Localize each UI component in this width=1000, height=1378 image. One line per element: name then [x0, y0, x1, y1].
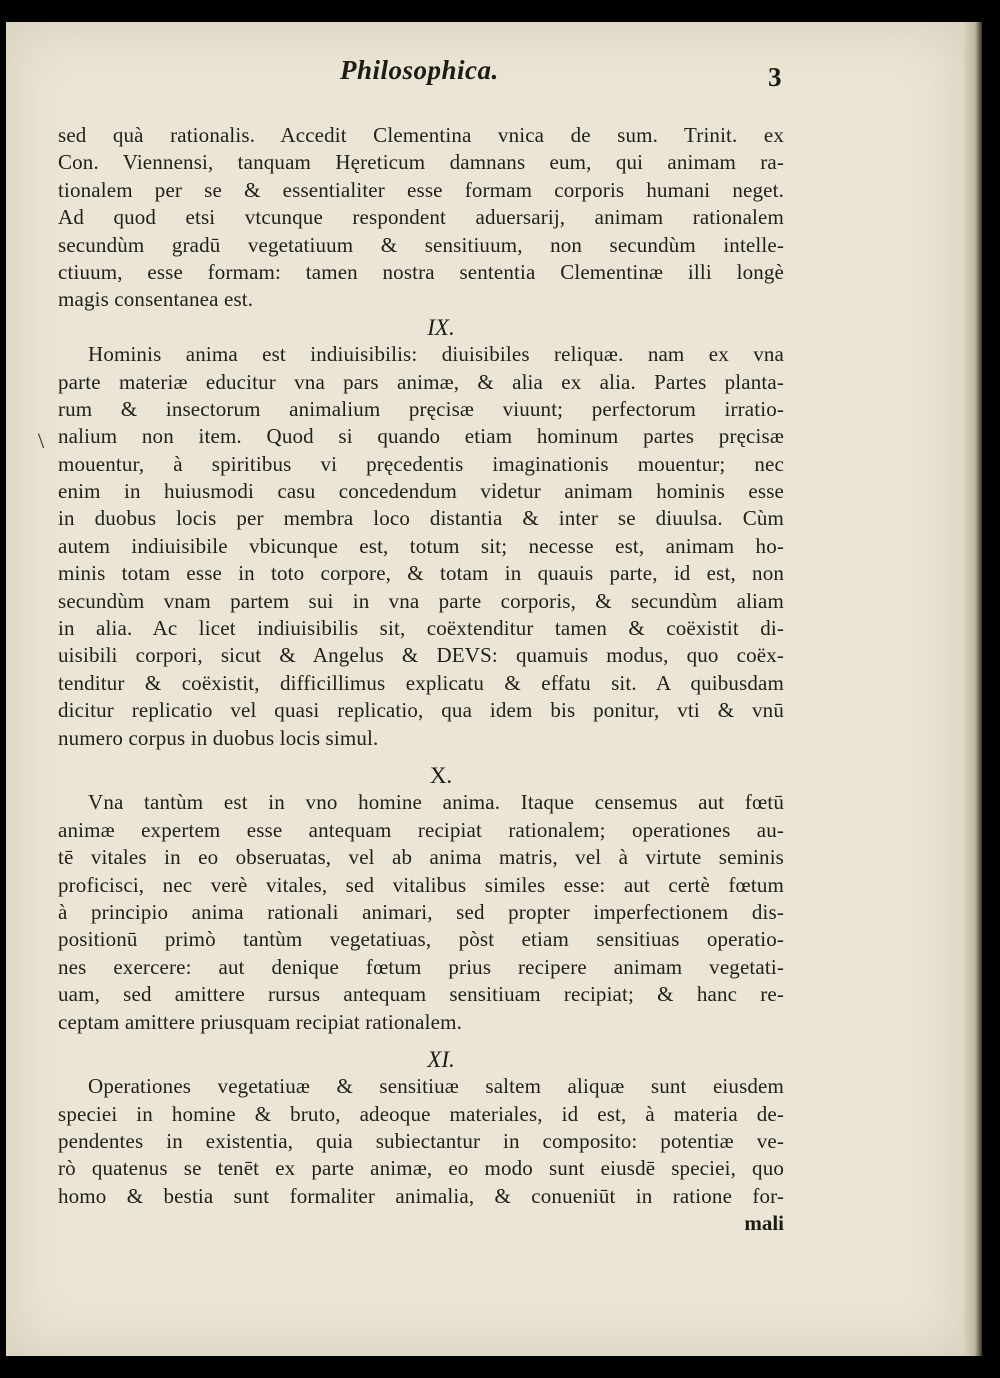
paragraph-continued [58, 122, 784, 314]
text-line: rò quatenus se tenēt ex parte animæ, eo modo sunt eiusdē speciei, quo [58, 1156, 784, 1181]
text-line: numero corpus in duobus locis simul. [58, 725, 379, 750]
text-line: proficisci, nec verè vitales, sed vitalibus similes esse: aut certè fœtum [58, 872, 784, 897]
text-line: ceptam amittere priusquam recipiat rationalem. [58, 1009, 462, 1034]
text-line: Hominis anima est indiuisibilis: diuisibiles reliquæ. nam ex vna [88, 342, 784, 367]
text-line: positionū primò tantùm vegetatiuas, pòst etiam sensitiuas operatio- [58, 927, 784, 952]
text-line: secundùm vnam partem sui in vna parte corporis, & secundùm aliam [58, 588, 784, 613]
text-line: Operationes vegetatiuæ & sensitiuæ saltem aliquæ sunt eiusdem [88, 1074, 784, 1099]
text-line: tenditur & coëxistit, difficillimus explicatu & effatu sit. A quibusdam [58, 670, 784, 695]
text-line: animæ expertem esse antequam recipiat rationalem; operationes au- [58, 817, 784, 842]
text-line: ctiuum, esse formam: tamen nostra sententia Clementinæ illi longè [58, 259, 784, 284]
catchword: mali [744, 1211, 784, 1236]
text-line: pendentes in existentia, quia subiectantur in composito: potentiæ ve- [58, 1129, 784, 1154]
text-line: nes exercere: aut denique fœtum prius recipere animam vegetati- [58, 954, 784, 979]
page-edge [964, 22, 982, 1356]
text-block [58, 122, 784, 1237]
section-number-x: X. [429, 762, 453, 788]
paragraph-xi [58, 1073, 784, 1210]
section-number-xi: XI. [427, 1046, 455, 1072]
text-line: Vna tantùm est in vno homine anima. Itaque censemus aut fœtū [88, 790, 784, 815]
text-line: uisibili corpori, sicut & Angelus & DEVS: quamuis modus, quo coëx- [58, 643, 784, 668]
paragraph-x [58, 789, 784, 1036]
page-number: 3 [768, 62, 782, 92]
text-line: mouentur, à spiritibus vi pręcedentis imaginationis mouentur; nec [58, 451, 784, 476]
text-line: sed quà rationalis. Accedit Clementina vnica de sum. Trinit. ex [58, 123, 784, 147]
text-line: tē vitales in eo obseruatas, vel ab anima matris, vel à virtute seminis [58, 845, 784, 870]
text-line: nalium non item. Quod si quando etiam hominum partes pręcisæ [58, 424, 784, 449]
running-head: Philosophica. [340, 55, 499, 85]
text-line: secundùm gradū vegetatiuum & sensitiuum, non secundùm intelle- [58, 232, 784, 257]
text-line: homo & bestia sunt formaliter animalia, & conueniūt in ratione for- [58, 1183, 784, 1208]
text-line: dicitur replicatio vel quasi replicatio, qua idem bis ponitur, vti & vnū [58, 698, 784, 723]
section-number-ix: IX. [427, 314, 455, 340]
text-line: parte materiæ educitur vna pars animæ, & alia ex alia. Partes planta- [58, 369, 784, 394]
text-line: magis consentanea est. [58, 287, 254, 312]
text-line: enim in huiusmodi casu concedendum videtur animam hominis esse [58, 479, 784, 504]
text-line: tionalem per se & essentialiter esse formam corporis humani neget. [58, 177, 784, 202]
text-line: minis totam esse in toto corpore, & totam in quauis parte, id est, non [58, 561, 784, 586]
text-line: Ad quod etsi vtcunque respondent aduersarij, animam rationalem [58, 205, 784, 230]
text-line: à principio anima rationali animari, sed propter imperfectionem dis- [58, 899, 784, 924]
paragraph-ix [58, 341, 784, 752]
text-line: rum & insectorum animalium pręcisæ viuunt; perfectorum irratio- [58, 396, 784, 421]
margin-mark: \ [38, 428, 45, 453]
text-line: in alia. Ac licet indiuisibilis sit, coëxtenditur tamen & coëxistit di- [58, 616, 784, 641]
text-line: uam, sed amittere rursus antequam sensitiuam recipiat; & hanc re- [58, 982, 784, 1007]
text-line: speciei in homine & bruto, adeoque materiales, id est, à materia de- [58, 1101, 784, 1126]
text-line: autem indiuisibile vbicunque est, totum sit; necesse est, animam ho- [58, 533, 784, 558]
text-line: in duobus locis per membra loco distantia & inter se diuulsa. Cùm [58, 506, 784, 531]
text-line: Con. Viennensi, tanquam Hęreticum damnans eum, qui animam ra- [58, 150, 784, 175]
